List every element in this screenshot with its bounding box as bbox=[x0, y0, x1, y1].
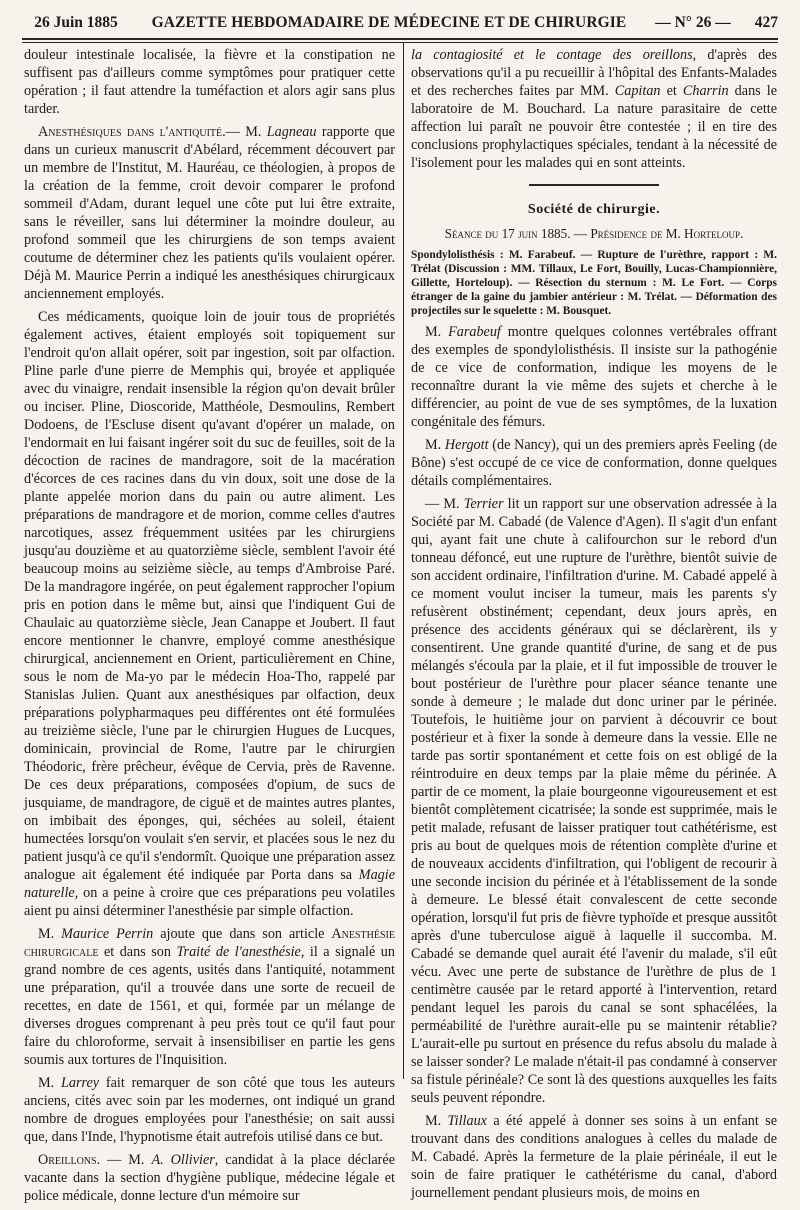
running-header bbox=[22, 10, 778, 36]
author-lagneau: Lagneau bbox=[266, 124, 317, 140]
article-anesthesie-chirurgicale: Anesthésie chirurgicale bbox=[24, 926, 395, 960]
section-header-societe bbox=[411, 184, 777, 219]
book-magie-naturelle: Magie naturelle bbox=[24, 867, 395, 901]
page-number: 427 bbox=[754, 14, 778, 31]
text-lagneau: rapporte que dans un curieux manuscrit d'Abélard, récemment découvert par un membre de l'Institut, M. Hauréau, ce théologien, à propos de la création de la femme, croit devoir comparer le profond sommeil d'Adam, durant lequel une côte put lui être extraite, sans le réveiller, sans lui déterminer la moindre douleur, au profond sommeil que les chirurgiens de son temps avaient coutume de déterminer chez les patients qu'ils voulaient opérer. Déjà M. Maurice Perrin a indiqué les anesthésiques chirurgicaux anciennement employés. bbox=[24, 124, 395, 302]
paragraph-oreillons bbox=[24, 1151, 395, 1205]
dash: — M. bbox=[225, 124, 267, 140]
text-hergott: (de Nancy), qui un des premiers après Feeling (de Bône) s'est occupé de ce vice de conformation, donne quelques détails complémentaires. bbox=[411, 437, 777, 489]
right-column bbox=[411, 46, 777, 1207]
section-heading-anesthesiques: Anesthésiques dans l'antiquité. bbox=[38, 124, 226, 140]
section-heading-oreillons: Oreillons. bbox=[38, 1152, 101, 1168]
text-perrin-a: ajoute que dans son article bbox=[153, 926, 332, 942]
text-ollivier: , candidat à la place déclarée vacante dans la section d'hygiène publique, médecine légale et police médicale, donne lecture d'un mémoire sur bbox=[24, 1152, 395, 1204]
paragraph-medicaments bbox=[24, 308, 395, 920]
text-m: M. bbox=[425, 437, 445, 453]
paragraph-perrin bbox=[24, 925, 395, 1069]
author-perrin: Maurice Perrin bbox=[61, 926, 154, 942]
author-larrey: Larrey bbox=[60, 1075, 100, 1091]
seance-line bbox=[411, 225, 777, 243]
memoire-title: la contagiosité et le contage des oreillons bbox=[411, 47, 693, 63]
text-oreillons-b: dans le laboratoire de M. Bouchard. La nature parasitaire de cette affection lui paraît ne pouvoir être contestée ; il en tire des conclusions prophylactiques spéciales, tendant à la nécessité de l'isolement pour les malades qui en sont atteints. bbox=[411, 83, 777, 171]
book-traite-anesthesie: Traité de l'anesthésie bbox=[176, 944, 301, 960]
text-dash-m: — M. bbox=[425, 496, 464, 512]
author-terrier: Terrier bbox=[463, 496, 504, 512]
text-farabeuf: montre quelques colonnes vertébrales offrant des exemples de spondylolisthésis. Il insiste sur la pathogénie de ce vice de conformation, indique les moyens de le reconnaître durant la vie même des sujets et cherche à le différencier, au point de vue de ses symptômes, de la luxation congénitale des fémurs. bbox=[411, 324, 777, 430]
paragraph-hergott bbox=[411, 436, 777, 490]
text-larrey: fait remarquer de son côté que tous les auteurs anciens, cités avec soin par les modernes, ont indiqué un grand nombre de drogues employées pour l'anesthésie; on sait aussi que, dans l'Inde, l'hypnotisme était autrefois utilisé dans ce but. bbox=[24, 1075, 395, 1145]
seance-date: 17 juin 1885 bbox=[501, 226, 568, 241]
paragraph-appendicite-end: douleur intestinale localisée, la fièvre et la constipation ne suffisent pas d'ailleurs comme symptômes pour pratiquer cette opération ; il faut attendre la tuméfaction et alors agir sans plus tarder. bbox=[24, 47, 395, 117]
author-ollivier: A. Ollivier bbox=[151, 1152, 215, 1168]
author-farabeuf: Farabeuf bbox=[448, 324, 501, 340]
paragraph-tillaux bbox=[411, 1112, 777, 1202]
author-hergott: Hergott bbox=[444, 437, 489, 453]
paragraph-larrey bbox=[24, 1074, 395, 1146]
paragraph-oreillons-cont bbox=[411, 46, 777, 172]
text-m: M. bbox=[38, 926, 62, 942]
paragraph-farabeuf bbox=[411, 323, 777, 431]
text-and: et bbox=[660, 83, 683, 99]
section-title: Société de chirurgie. bbox=[527, 202, 661, 217]
issue-date: 26 Juin 1885 bbox=[34, 14, 118, 31]
dash: — M. bbox=[100, 1152, 152, 1168]
seance-label: Séance du bbox=[444, 226, 502, 241]
issue-number: — N° 26 — bbox=[655, 14, 731, 31]
paragraph-terrier bbox=[411, 495, 777, 1107]
text-medicaments: Ces médicaments, quoique loin de jouir tous de propriétés également actives, étaient employés soit topiquement sur l'endroit qu'on allait opérer, soit par ingestion, soit par olfaction. Pline parle d'une pierre de Memphis qui, broyée et appliquée avec du vinaigre, rendait insensible la région qu'on devait brûler ou inciser. Pline, Dioscoride, Matthéole, Desmoulins, Rembert Dodoens, de l'Escluse disent qu'avant d'opérer un malade, on l'endormait en lui faisant ingérer soit du suc de feuilles, soit de la décoction de racines de mandragore, soit de la macération d'écorces de ces racines dans du vin doux, soit une dose de la plante appelée morion dans du pain ou autre aliment. Les préparations de mandragore et de morion, comme celles d'autres narcotiques, assez fréquemment usitées par les chirurgiens jusqu'au douzième et au quatorzième siècle, semblent l'avoir été beaucoup moins au seizième siècle, au temps d'Ambroise Paré. De la mandragore ingérée, on peut également rapprocher l'opium pris en potion dans le même but, ainsi que l'indiquent Gui de Chaulaic au quatorzième siècle, Jean Canappe et Joubert. Il faut encore mentionner le chanvre, employé comme anesthésique chirurgical, anciennement en Orient, particulièrement en Chine, sous le nom de Ma-yo par le médecin Hoa-Tho, rappelé par Stanislas Julien. Quant aux anesthésiques par olfaction, deux préparations polypharmaques peu différentes ont été formulées au treizième siècle, l'une par le chirurgien Hugues de Lucques, dominicain, provincial de Rome, l'autre par le chirurgien Théodoric, frère prêcheur, évêque de Cervia, près de Ravenne. De ces deux préparations, composées d'opium, de sucs de jusquiame, de mandragore, de ciguë et de maintes autres plantes, on imbibait des éponges, qui, séchées au soleil, étaient humectées lorsqu'on voulait s'en servir, et placées sous le nez du patient jusqu'à ce qu'il s'endormît. Quoique une préparation assez analogue ait également été indiquée par Porta dans sa bbox=[24, 309, 395, 883]
left-column bbox=[24, 46, 395, 1210]
header-rule bbox=[22, 38, 778, 43]
section-rule bbox=[529, 184, 659, 186]
text-oreillons-a: , d'après des observations qu'il a pu recueillir à l'hôpital des Enfants-Malades et des recherches faites par MM. bbox=[411, 47, 778, 99]
text-m: M. bbox=[425, 324, 449, 340]
author-charrin: Charrin bbox=[682, 83, 729, 99]
text-medicaments-end: , on a peine à croire que ces préparations peu volatiles aient pu ainsi déterminer l'anesthésie par simple olfaction. bbox=[24, 885, 395, 919]
journal-title: GAZETTE HEBDOMADAIRE DE MÉDECINE ET DE CHIRURGIE bbox=[151, 14, 627, 31]
session-summary: Spondylolisthésis : M. Farabeuf. — Rupture de l'urèthre, rapport : M. Trélat (Discussion : MM. Tillaux, Le Fort, Bouilly, Lucas-Championnière, Gillette, Horteloup). — Résection du sternum : M. Le Fort. — Corps étranger de la gaine du jambier antérieur : M. Trélat. — Déformation des projectiles sur le squelette : M. Bousquet. bbox=[411, 249, 777, 317]
paragraph-anesthesiques bbox=[24, 123, 395, 303]
text-perrin-b: et dans son bbox=[98, 944, 177, 960]
text-tillaux: a été appelé à donner ses soins à un enfant se trouvant dans des conditions analogues à celles du malade de M. Cabadé. Après la fermeture de la plaie périnéale, il eut le soin de faire pratiquer le cathétérisme du canal, d'abord journellement pendant plusieurs mois, de moins en bbox=[411, 1113, 777, 1201]
author-capitan: Capitan bbox=[614, 83, 661, 99]
column-divider bbox=[403, 42, 404, 1079]
seance-presidence: . — Présidence de M. Horteloup. bbox=[567, 226, 744, 241]
text-perrin-c: , il a signalé un grand nombre de ces agents, usités dans l'antiquité, notamment une préparation, qu'il a trouvée dans une sorte de recueil de recettes, en date de 1561, et qui, formée par un mélange de diverses drogues comprenant à peu près tout ce qu'il faut pour faire du chloroforme, servait à insensibiliser en partie les gens soumis aux tortures de l'Inquisition. bbox=[24, 944, 395, 1068]
text-m: M. bbox=[38, 1075, 61, 1091]
text-terrier: lit un rapport sur une observation adressée à la Société par M. Cabadé (de Valence d'Agen). Il s'agit d'un enfant qui, ayant fait une chute à califourchon sur le rebord d'un tonneau défoncé, eut une rupture de l'urèthre, bientôt suivie de son accident ordinaire, l'infiltration d'urine. M. Cabadé appelé à ce moment voulut inciser la tumeur, mais les parents s'y refusèrent obstinément; cependant, deux jours après, en présence des accidents généraux qui se déclarèrent, ils y consentirent. Une grande quantité d'urine, de sang et de pus mélangés s'écoula par la plaie, et il fut impossible de trouver le bout postérieur de l'urèthre pour placer séance tenante une sonde à demeure ; le malade dut donc uriner par le périnée. Toutefois, le huitième jour on parvient à découvrir ce bout postérieur et à fixer la sonde à demeure dans la vessie. Elle ne tarde pas sortir spontanément et cette fois on est obligé de la réintroduire en deux temps par la plaie même du périnée. A partir de ce moment, la plaie bourgeonne vigoureusement et est bientôt complètement cicatrisée; la sonde est supprimée, mais le petit malade, refusant de laisser pratiquer tout cathétérisme, est pris au bout de quelques mois de rétention complète d'urine et de nouveaux accidents d'infiltration, qui l'obligent de recourir à une seconde incision du périnée et à l'établissement de la sonde à demeure. Le blessé était convalescent de cette seconde opération, lorsqu'il fut pris de fièvre typhoïde et presque aussitôt après d'une tuberculose aiguë à laquelle il succomba. M. Cabadé se demande quel aurait été l'avenir du malade, s'il eût vécu. Avec une perte de substance de l'urèthre de plus de 1 centimètre causée par le retard apporté à l'intervention, retard pendant lequel les parois du canal se sont sphacélées, la perméabilité de l'urèthre aurait-elle pu se maintenir rétablie? L'aurait-elle pu surtout en présence du refus absolu du malade à se laisser sonder? Le malade n'était-il pas condamné à conserver sa fistule périnéale? Ce sont là des questions auxquelles les faits seuls peuvent répondre. bbox=[411, 496, 777, 1106]
text-m: M. bbox=[425, 1113, 448, 1129]
author-tillaux: Tillaux bbox=[447, 1113, 487, 1129]
